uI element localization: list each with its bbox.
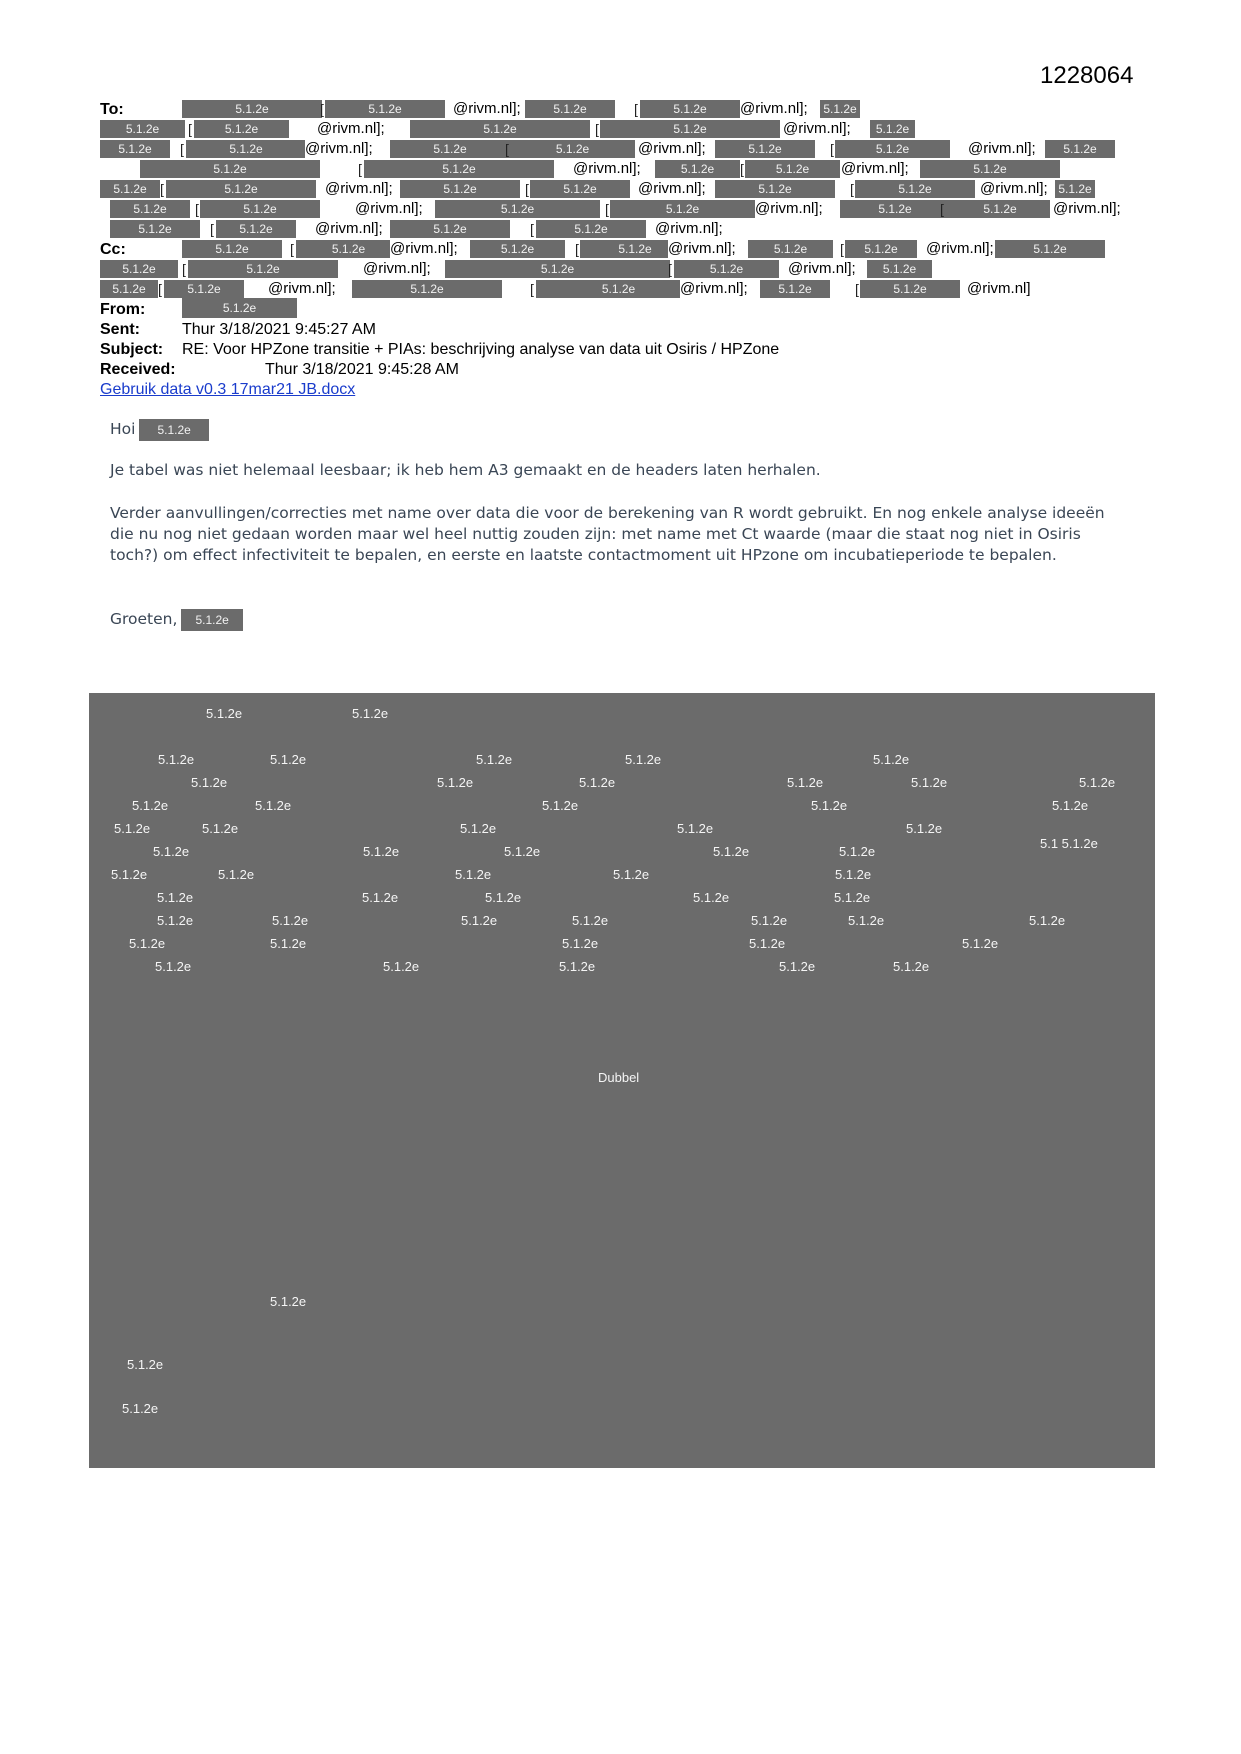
- attachment-link[interactable]: Gebruik data v0.3 17mar21 JB.docx: [100, 381, 356, 398]
- redacted-cell-label: 5.1.2e: [127, 1357, 164, 1372]
- recipient-redacted: 5.1.2e: [352, 280, 502, 298]
- recipient-bracket: [: [210, 221, 214, 237]
- recipient-redacted: 5.1.2e: [216, 220, 296, 238]
- redacted-cell-label: 5.1.2e: [613, 867, 650, 882]
- redacted-cell-label: 5.1.2e: [270, 752, 307, 767]
- recipient-domain: @rivm.nl];: [363, 260, 431, 277]
- redacted-cell-label: 5.1.2e: [848, 913, 885, 928]
- recipient-redacted: 5.1.2e: [536, 220, 646, 238]
- redacted-cell-label: 5.1.2e: [352, 706, 389, 721]
- recipient-redacted: 5.1.2e: [580, 240, 690, 258]
- from-label: From:: [100, 301, 146, 318]
- redacted-cell-label: 5.1.2e: [811, 798, 848, 813]
- redacted-cell-label: 5.1.2e: [270, 1294, 307, 1309]
- recipient-redacted: 5.1.2e: [715, 180, 835, 198]
- closing-redacted: 5.1.2e: [181, 609, 242, 631]
- redacted-cell-label: 5.1.2e: [1052, 798, 1089, 813]
- recipient-bracket: [: [505, 141, 509, 157]
- recipient-bracket: [: [740, 161, 744, 177]
- recipient-redacted: 5.1.2e: [100, 140, 170, 158]
- redacted-cell-label: 5.1.2e: [461, 913, 498, 928]
- greeting-line: [110, 416, 1130, 442]
- redacted-cell-label: 5.1.2e: [206, 706, 243, 721]
- redacted-cell-label: 5.1.2e: [362, 890, 399, 905]
- redacted-cell-label: 5.1.2e: [906, 821, 943, 836]
- recipient-domain: @rivm.nl];: [315, 220, 383, 237]
- redacted-cell-label: 5.1.2e: [962, 936, 999, 951]
- recipient-redacted: 5.1.2e: [855, 180, 975, 198]
- redacted-cell-label: 5.1.2e: [255, 798, 292, 813]
- redacted-cell-label: 5.1.2e: [839, 844, 876, 859]
- recipient-domain: @rivm.nl];: [638, 140, 706, 157]
- recipient-redacted: 5.1.2e: [525, 100, 615, 118]
- redacted-cell-label: 5.1.2e: [562, 936, 599, 951]
- recipient-redacted: 5.1.2e: [186, 140, 306, 158]
- redacted-cell-label: 5.1.2e: [460, 821, 497, 836]
- recipient-domain: @rivm.nl];: [573, 160, 641, 177]
- recipient-bracket: [: [158, 281, 162, 297]
- recipient-domain: @rivm.nl];: [680, 280, 748, 297]
- redacted-cell-label: 5.1.2e: [579, 775, 616, 790]
- recipient-redacted: 5.1.2e: [296, 240, 401, 258]
- odd-redaction-label: 5.1 5.1.2e: [1040, 836, 1098, 851]
- redacted-cell-label: 5.1.2e: [504, 844, 541, 859]
- recipient-domain: @rivm.nl];: [783, 120, 851, 137]
- redacted-cell-label: 5.1.2e: [157, 890, 194, 905]
- redacted-cell-label: 5.1.2e: [893, 959, 930, 974]
- recipient-bracket: [: [850, 181, 854, 197]
- recipient-bracket: [: [320, 101, 324, 117]
- recipient-domain: @rivm.nl];: [268, 280, 336, 297]
- recipient-redacted: 5.1.2e: [390, 140, 510, 158]
- recipient-redacted: 5.1.2e: [600, 120, 780, 138]
- recipient-domain: @rivm.nl];: [980, 180, 1048, 197]
- redacted-cell-label: 5.1.2e: [542, 798, 579, 813]
- redacted-cell-label: 5.1.2e: [1079, 775, 1116, 790]
- recipient-redacted: 5.1.2e: [400, 180, 520, 198]
- redacted-cell-label: 5.1.2e: [122, 1401, 159, 1416]
- recipient-redacted: 5.1.2e: [1055, 180, 1095, 198]
- redacted-cell-label: 5.1.2e: [437, 775, 474, 790]
- recipient-bracket: [: [290, 241, 294, 257]
- recipient-redacted: 5.1.2e: [188, 260, 338, 278]
- recipient-redacted: 5.1.2e: [325, 100, 445, 118]
- recipient-domain: @rivm.nl];: [325, 180, 393, 197]
- recipient-bracket: [: [840, 241, 844, 257]
- redacted-cell-label: 5.1.2e: [572, 913, 609, 928]
- recipient-redacted: 5.1.2e: [870, 120, 915, 138]
- recipient-redacted: 5.1.2e: [470, 240, 565, 258]
- recipient-redacted: 5.1.2e: [110, 200, 190, 218]
- greeting: Hoi: [110, 420, 136, 438]
- recipient-bracket: [: [855, 281, 859, 297]
- redacted-cell-label: 5.1.2e: [455, 867, 492, 882]
- recipient-redacted: 5.1.2e: [100, 120, 185, 138]
- recipient-domain: @rivm.nl];: [740, 100, 808, 117]
- recipient-redacted: 5.1.2e: [140, 160, 320, 178]
- recipient-redacted: 5.1.2e: [536, 280, 701, 298]
- recipient-bracket: [: [358, 161, 362, 177]
- redacted-cell-label: 5.1.2e: [779, 959, 816, 974]
- redacted-cell-label: 5.1.2e: [834, 890, 871, 905]
- redacted-cell-label: 5.1.2e: [677, 821, 714, 836]
- recipient-redacted: 5.1.2e: [820, 100, 860, 118]
- recipient-bracket: [: [530, 221, 534, 237]
- recipient-redacted: 5.1.2e: [510, 140, 635, 158]
- recipient-domain: @rivm.nl];: [453, 100, 521, 117]
- redacted-cell-label: 5.1.2e: [713, 844, 750, 859]
- recipient-bracket: [: [160, 181, 164, 197]
- subject-label: Subject:: [100, 341, 164, 358]
- redacted-cell-label: 5.1.2e: [787, 775, 824, 790]
- body-paragraph-2: Verder aanvullingen/correcties met name over data die voor de berekening van R wordt gebruikt. En nog enkele analyse ideeën die nu nog niet gedaan worden maar wel heel nuttig zouden zijn: met name met Ct waarde (maar die staat nog niet in Osiris toch?) om effect infectiviteit te bepalen, en eerste en laatste contactmoment uit HPzone om incubatieperiode te bepalen.: [110, 504, 1105, 564]
- recipient-bracket: [: [940, 201, 944, 217]
- redacted-attachment-block: [89, 693, 1155, 1468]
- recipient-domain: @rivm.nl];: [968, 140, 1036, 157]
- redacted-cell-label: 5.1.2e: [157, 913, 194, 928]
- to-label: To:: [100, 101, 124, 118]
- redacted-cell-label: 5.1.2e: [272, 913, 309, 928]
- recipient-redacted: 5.1.2e: [995, 240, 1105, 258]
- redacted-cell-label: 5.1.2e: [218, 867, 255, 882]
- recipient-redacted: 5.1.2e: [845, 240, 917, 258]
- recipient-redacted: 5.1.2e: [166, 180, 316, 198]
- recipient-redacted: 5.1.2e: [182, 240, 282, 258]
- redacted-cell-label: 5.1.2e: [476, 752, 513, 767]
- redacted-cell-label: 5.1.2e: [202, 821, 239, 836]
- recipient-bracket: [: [668, 261, 672, 277]
- redacted-cell-label: 5.1.2e: [363, 844, 400, 859]
- redacted-cell-label: 5.1.2e: [693, 890, 730, 905]
- recipient-redacted: 5.1.2e: [610, 200, 755, 218]
- recipient-redacted: 5.1.2e: [435, 200, 600, 218]
- recipient-domain: @rivm.nl];: [390, 240, 458, 257]
- redacted-cell-label: 5.1.2e: [158, 752, 195, 767]
- recipient-domain: @rivm.nl];: [926, 240, 994, 257]
- recipient-redacted: 5.1.2e: [655, 160, 740, 178]
- document-id: 1228064: [1040, 62, 1134, 89]
- redacted-cell-label: 5.1.2e: [270, 936, 307, 951]
- redacted-cell-label: 5.1.2e: [132, 798, 169, 813]
- recipient-domain: @rivm.nl];: [317, 120, 385, 137]
- recipient-redacted: 5.1.2e: [920, 160, 1060, 178]
- recipient-redacted: 5.1.2e: [194, 120, 289, 138]
- redacted-cell-label: 5.1.2e: [114, 821, 151, 836]
- recipient-domain: @rivm.nl];: [1053, 200, 1121, 217]
- body-paragraph-1: Je tabel was niet helemaal leesbaar; ik heb hem A3 gemaakt en de headers laten herhalen.: [110, 461, 821, 479]
- recipient-redacted: 5.1.2e: [640, 100, 740, 118]
- recipient-redacted: 5.1.2e: [390, 220, 510, 238]
- subject-value: RE: Voor HPZone transitie + PIAs: beschrijving analyse van data uit Osiris / HPZone: [182, 341, 780, 358]
- recipient-redacted: 5.1.2e: [110, 220, 200, 238]
- redacted-cell-label: 5.1.2e: [873, 752, 910, 767]
- recipient-domain: @rivm.nl];: [788, 260, 856, 277]
- recipient-redacted: 5.1.2e: [1045, 140, 1115, 158]
- recipient-redacted: 5.1.2e: [182, 100, 322, 118]
- recipient-bracket: [: [188, 121, 192, 137]
- redacted-cell-label: 5.1.2e: [1029, 913, 1066, 928]
- email-header: [100, 100, 1160, 410]
- redacted-cell-label: 5.1.2e: [129, 936, 166, 951]
- recipient-bracket: [: [634, 101, 638, 117]
- recipient-redacted: 5.1.2e: [200, 200, 320, 218]
- recipient-redacted: 5.1.2e: [860, 280, 960, 298]
- recipient-bracket: [: [525, 181, 529, 197]
- recipient-redacted: 5.1.2e: [164, 280, 244, 298]
- recipient-bracket: [: [595, 121, 599, 137]
- recipient-redacted: 5.1.2e: [530, 180, 630, 198]
- center-label: Dubbel: [598, 1070, 640, 1085]
- redacted-cell-label: 5.1.2e: [191, 775, 228, 790]
- recipient-redacted: 5.1.2e: [715, 140, 815, 158]
- recipient-domain: @rivm.nl];: [841, 160, 909, 177]
- redacted-cell-label: 5.1.2e: [559, 959, 596, 974]
- greeting-redacted: 5.1.2e: [139, 419, 208, 441]
- redacted-cell-label: 5.1.2e: [485, 890, 522, 905]
- recipient-domain: @rivm.nl];: [668, 240, 736, 257]
- redacted-cell-label: 5.1.2e: [835, 867, 872, 882]
- recipient-redacted: 5.1.2e: [760, 280, 830, 298]
- recipient-redacted: 5.1.2e: [100, 260, 178, 278]
- from-redacted: 5.1.2e: [182, 298, 297, 318]
- recipient-domain: @rivm.nl];: [305, 140, 373, 157]
- recipient-domain: @rivm.nl];: [355, 200, 423, 217]
- closing-line: [110, 606, 1130, 632]
- received-value: Thur 3/18/2021 9:45:28 AM: [265, 361, 459, 378]
- cc-label: Cc:: [100, 241, 126, 258]
- recipient-redacted: 5.1.2e: [674, 260, 779, 278]
- redacted-cell-label: 5.1.2e: [749, 936, 786, 951]
- recipient-domain: @rivm.nl];: [755, 200, 823, 217]
- sent-label: Sent:: [100, 321, 140, 338]
- sent-value: Thur 3/18/2021 9:45:27 AM: [182, 321, 376, 338]
- recipient-redacted: 5.1.2e: [835, 140, 950, 158]
- recipient-bracket: [: [605, 201, 609, 217]
- recipient-bracket: [: [575, 241, 579, 257]
- recipient-bracket: [: [830, 141, 834, 157]
- recipient-redacted: 5.1.2e: [840, 200, 950, 218]
- recipient-bracket: [: [530, 281, 534, 297]
- recipient-redacted: 5.1.2e: [445, 260, 670, 278]
- redacted-cell-label: 5.1.2e: [383, 959, 420, 974]
- received-label: Received:: [100, 361, 176, 378]
- recipient-redacted: 5.1.2e: [100, 180, 160, 198]
- recipient-bracket: [: [195, 201, 199, 217]
- recipient-redacted: 5.1.2e: [867, 260, 932, 278]
- recipient-bracket: [: [182, 261, 186, 277]
- redacted-cell-label: 5.1.2e: [911, 775, 948, 790]
- recipient-domain: @rivm.nl];: [638, 180, 706, 197]
- recipient-bracket: [: [180, 141, 184, 157]
- recipient-redacted: 5.1.2e: [100, 280, 158, 298]
- recipient-redacted: 5.1.2e: [745, 160, 840, 178]
- closing: Groeten,: [110, 610, 178, 628]
- recipient-domain: @rivm.nl];: [655, 220, 723, 237]
- recipient-redacted: 5.1.2e: [410, 120, 590, 138]
- recipient-redacted: 5.1.2e: [950, 200, 1050, 218]
- redacted-cell-label: 5.1.2e: [153, 844, 190, 859]
- redacted-cell-label: 5.1.2e: [625, 752, 662, 767]
- recipient-domain: @rivm.nl]: [967, 280, 1031, 297]
- redacted-cell-label: 5.1.2e: [751, 913, 788, 928]
- redacted-cell-label: 5.1.2e: [155, 959, 192, 974]
- recipient-redacted: 5.1.2e: [748, 240, 833, 258]
- recipient-redacted: 5.1.2e: [364, 160, 554, 178]
- redacted-cell-label: 5.1.2e: [111, 867, 148, 882]
